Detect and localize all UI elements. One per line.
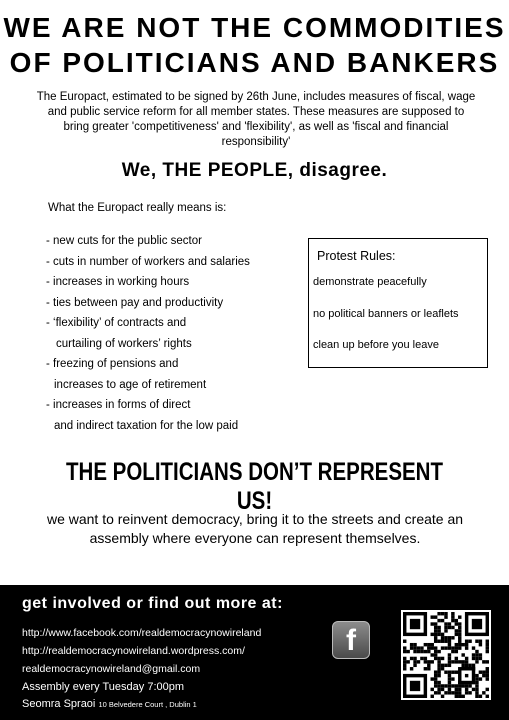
headline-line-1: WE ARE NOT THE COMMODITIES (3, 12, 506, 43)
list-item: - freezing of pensions and (46, 358, 179, 370)
list-item: - new cuts for the public sector (46, 235, 202, 247)
get-involved-heading: get involved or find out more at: (22, 595, 283, 612)
footer (0, 585, 509, 720)
list-item: - increases in forms of direct (46, 399, 191, 411)
protest-rule: no political banners or leaflets (313, 308, 459, 320)
list-item: - increases in working hours (46, 276, 190, 288)
qr-code-icon (401, 610, 491, 700)
means-list (46, 231, 250, 436)
assembly-time: Assembly every Tuesday 7:00pm (22, 681, 185, 693)
list-item: increases to age of retirement (54, 378, 207, 391)
headline-line-2: OF POLITICIANS AND BANKERS (9, 47, 500, 78)
disagree-statement: We, THE PEOPLE, disagree. (121, 160, 388, 181)
facebook-link[interactable]: http://www.facebook.com/realdemocracynowireland (22, 627, 262, 639)
list-item: - cuts in number of workers and salaries (46, 255, 250, 268)
reinvent-statement: we want to reinvent democracy, bring it to the streets and create an assembly where everyone can represent themselves. (46, 511, 464, 546)
intro-paragraph: The Europact, estimated to be signed by 26th June, includes measures of fiscal, wage and public service reform for all member states. These measures are supposed to bring greater 'competitiveness' and 'flexibility', as well as 'fiscal and financial responsibility' (36, 91, 476, 148)
email-link[interactable]: realdemocracynowireland@gmail.com (22, 663, 201, 675)
list-item: curtailing of workers’ rights (56, 337, 192, 350)
list-item: - ties between pay and productivity (46, 296, 224, 309)
list-item: and indirect taxation for the low paid (54, 419, 239, 432)
venue-name: Seomra Spraoi (22, 698, 96, 710)
protest-rules-box (308, 238, 488, 368)
protest-rule: clean up before you leave (313, 339, 439, 351)
protest-rules-title: Protest Rules: (317, 249, 396, 263)
protest-rule: demonstrate peacefully (313, 276, 427, 288)
list-item: - ‘flexibility’ of contracts and (46, 317, 187, 329)
blog-link[interactable]: http://realdemocracynowireland.wordpress.com/ (22, 645, 245, 657)
means-heading: What the Europact really means is: (48, 202, 227, 214)
facebook-icon[interactable]: f (332, 621, 370, 659)
venue (22, 698, 197, 710)
slogan: THE POLITICIANS DON’T REPRESENT US! (65, 458, 443, 515)
venue-address: 10 Belvedere Court , Dublin 1 (98, 700, 197, 709)
